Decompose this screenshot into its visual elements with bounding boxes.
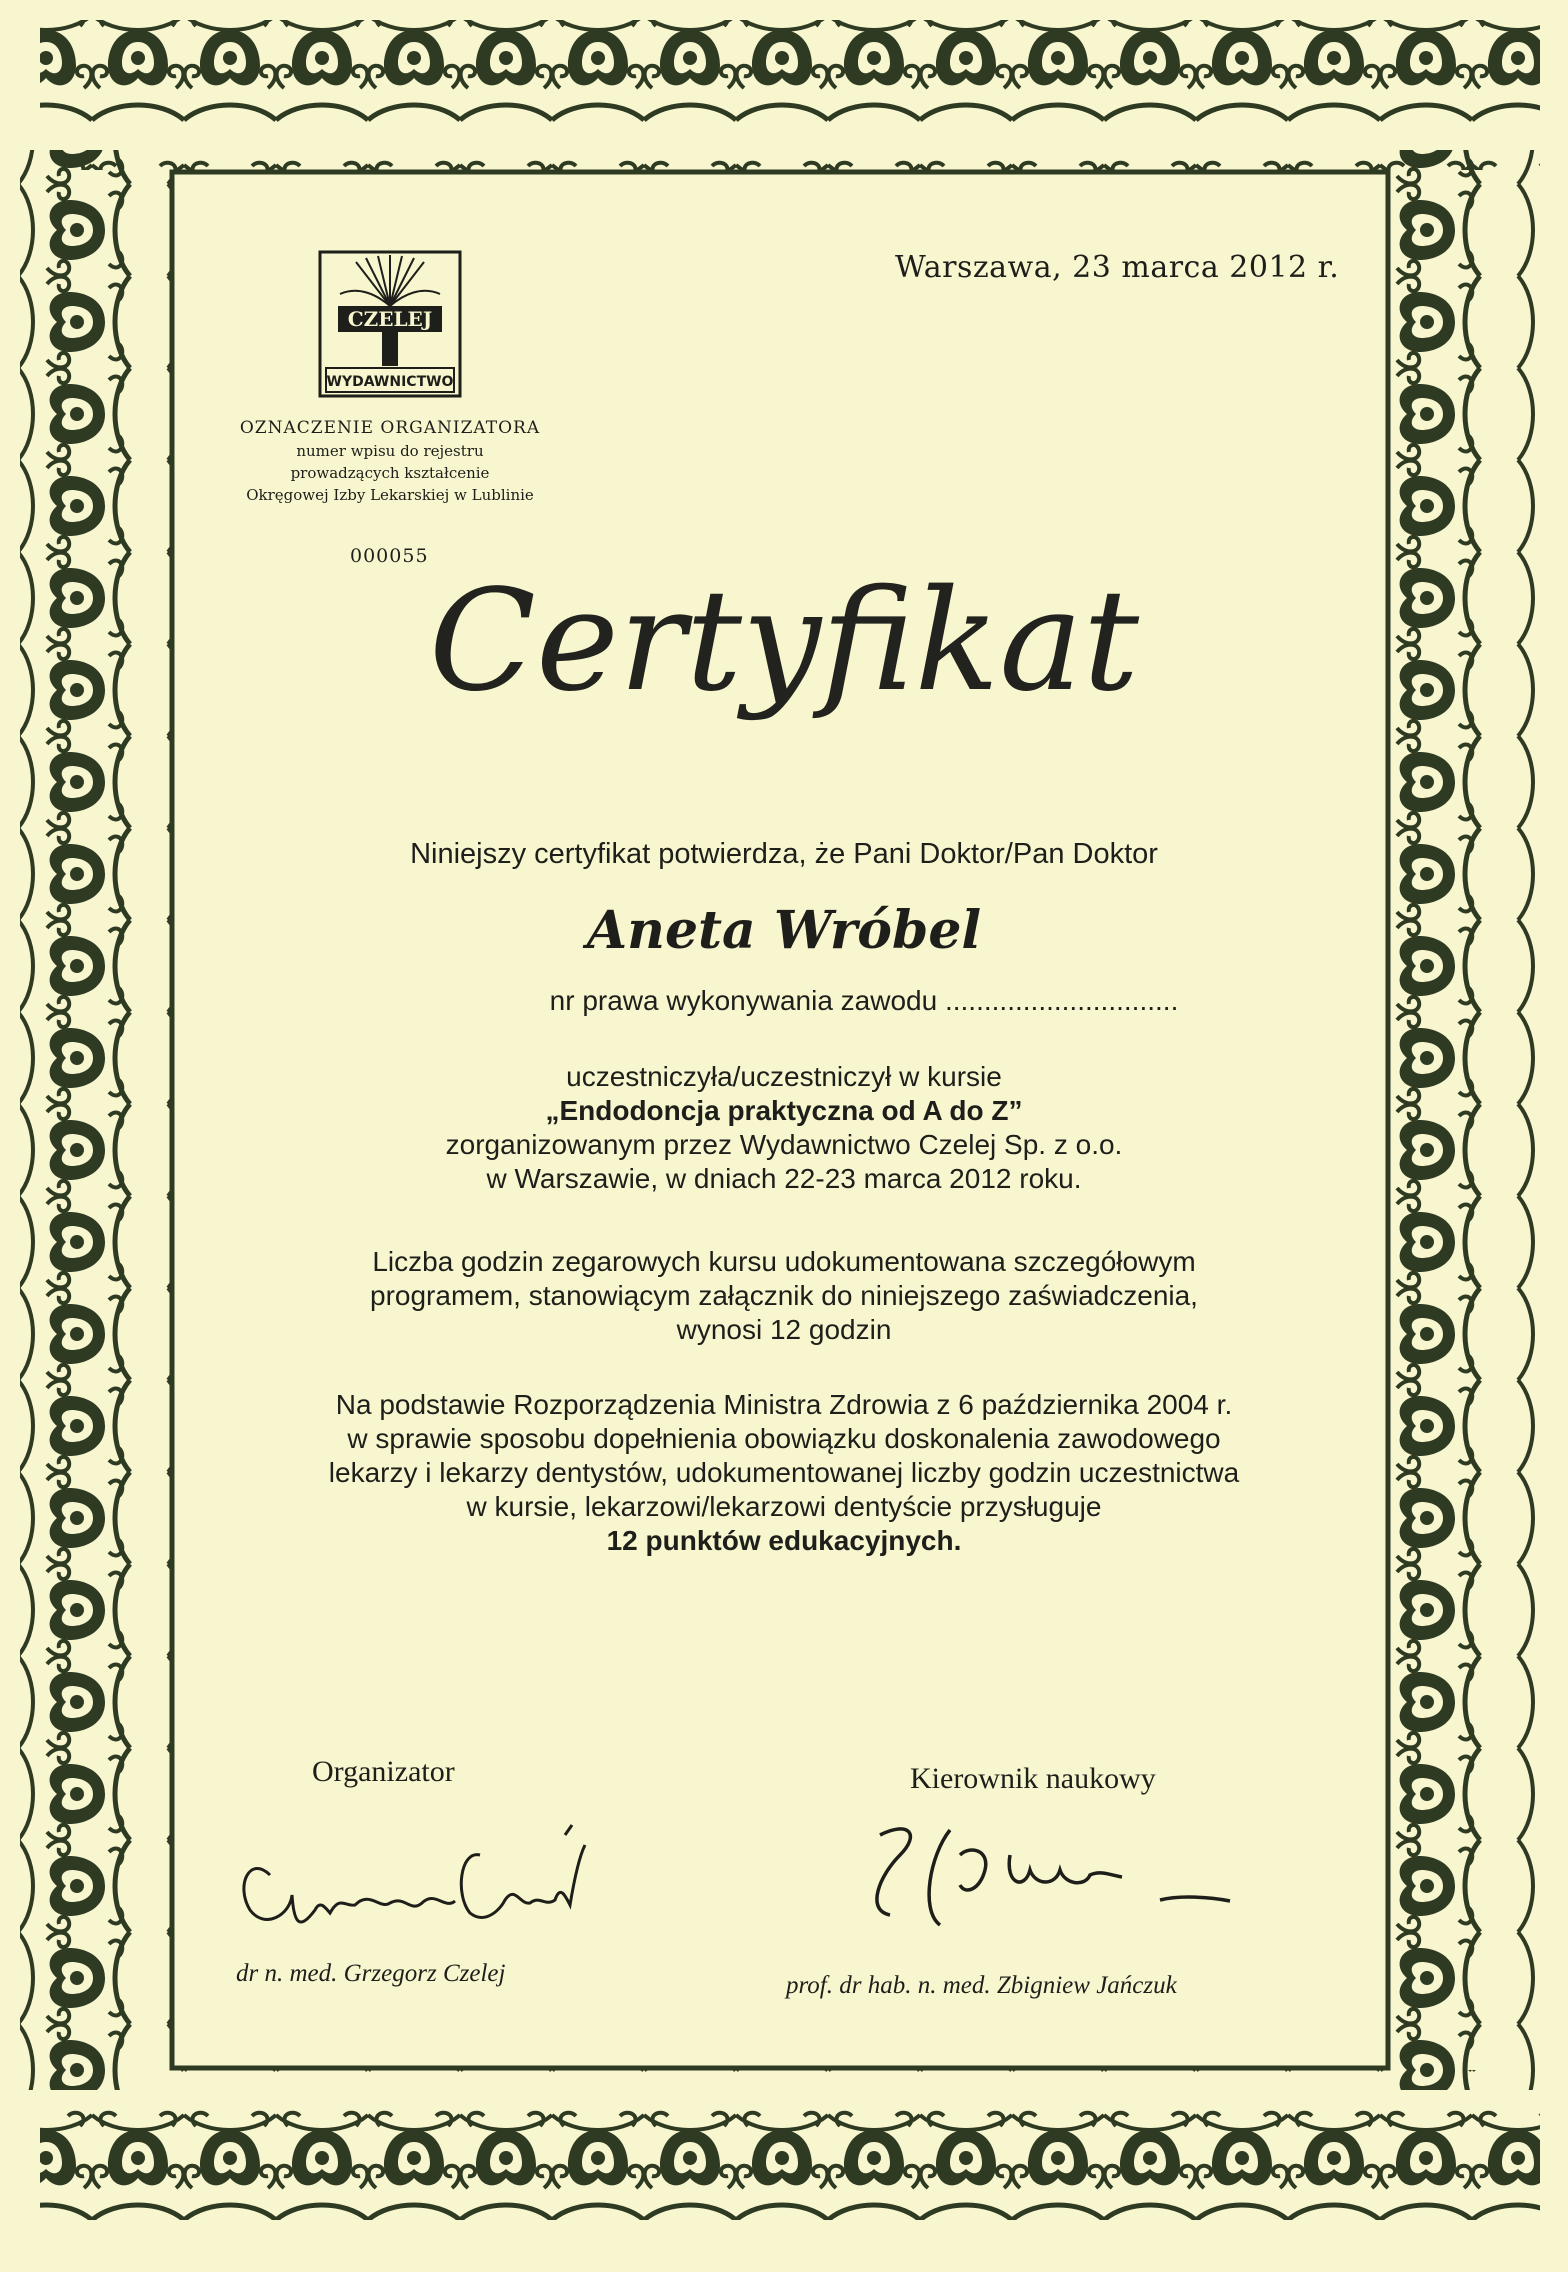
- course-line: w Warszawie, w dniach 22-23 marca 2012 roku.: [486, 1163, 1082, 1194]
- organizer-designation: [190, 418, 590, 504]
- course-line: zorganizowanym przez Wydawnictwo Czelej Sp. z o.o.: [445, 1129, 1123, 1160]
- organizer-line: prowadzących kształcenie: [290, 464, 490, 482]
- scientific-head-signature: [860, 1815, 1240, 1955]
- logo-top-text: CZELEJ: [347, 307, 433, 331]
- certificate-title: Certyfikat: [428, 560, 1140, 723]
- course-title: „Endodoncja praktyczna od A do Z”: [545, 1095, 1023, 1126]
- regulation-line: w sprawie sposobu dopełnienia obowiązku doskonalenia zawodowego: [347, 1423, 1221, 1454]
- regulation-paragraph: [200, 1388, 1368, 1558]
- hours-line: programem, stanowiącym załącznik do niniejszego zaświadczenia,: [370, 1280, 1198, 1311]
- regulation-line: w kursie, lekarzowi/lekarzowi dentyście przysługuje: [466, 1491, 1102, 1522]
- license-number-line: nr prawa wykonywania zawodu ..............................: [549, 985, 1179, 1016]
- recipient-name: Aneta Wróbel: [586, 900, 982, 961]
- confirmation-text: Niniejszy certyfikat potwierdza, że Pani Doktor/Pan Doktor: [410, 838, 1158, 870]
- organizer-title: OZNACZENIE ORGANIZATORA: [239, 418, 541, 438]
- scientific-head-name: prof. dr hab. n. med. Zbigniew Jańczuk: [786, 1972, 1177, 1999]
- education-points: 12 punktów edukacyjnych.: [606, 1525, 962, 1556]
- course-paragraph: [200, 1060, 1368, 1196]
- regulation-line: Na podstawie Rozporządzenia Ministra Zdrowia z 6 października 2004 r.: [335, 1389, 1233, 1420]
- register-number: 000055: [350, 545, 429, 567]
- issue-date: Warszawa, 23 marca 2012 r.: [895, 250, 1340, 285]
- organizer-line: Okręgowej Izby Lekarskiej w Lublinie: [246, 486, 534, 504]
- organizer-label: Organizator: [312, 1755, 455, 1788]
- hours-line: wynosi 12 godzin: [676, 1314, 892, 1345]
- hours-line: Liczba godzin zegarowych kursu udokumentowana szczegółowym: [372, 1246, 1196, 1277]
- course-line: uczestniczyła/uczestniczył w kursie: [566, 1061, 1002, 1092]
- scientific-head-label: Kierownik naukowy: [910, 1762, 1156, 1795]
- publisher-logo: [318, 250, 462, 398]
- logo-bottom-text: WYDAWNICTWO: [326, 374, 454, 390]
- organizer-line: numer wpisu do rejestru: [296, 442, 484, 460]
- regulation-line: lekarzy i lekarzy dentystów, udokumentowanej liczby godzin uczestnictwa: [328, 1457, 1240, 1488]
- organizer-name: dr n. med. Grzegorz Czelej: [236, 1960, 506, 1987]
- organizer-signature: [230, 1815, 630, 1945]
- hours-paragraph: [200, 1245, 1368, 1347]
